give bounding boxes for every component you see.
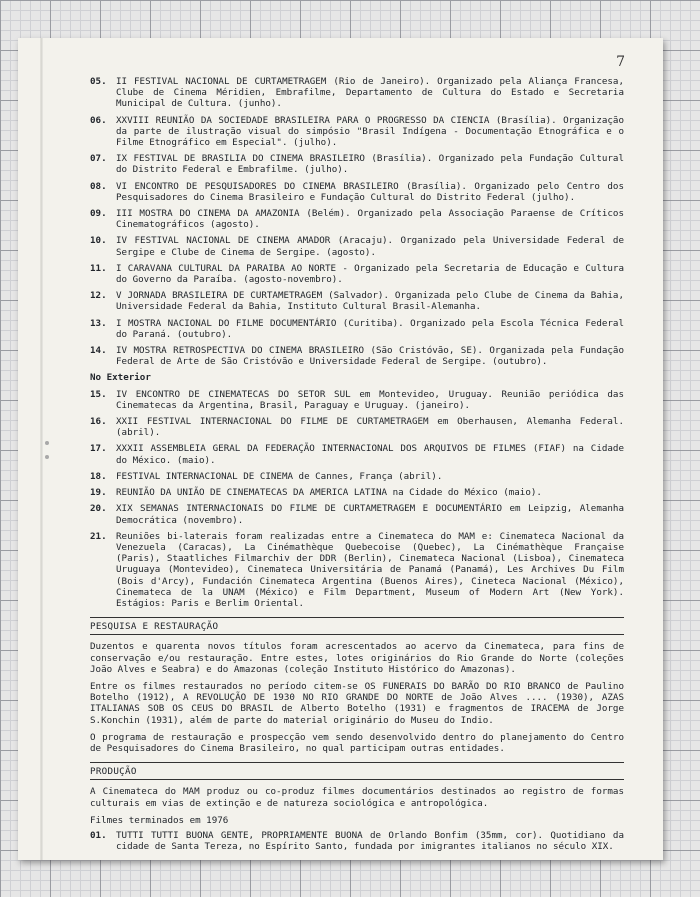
item-text: FESTIVAL INTERNACIONAL DE CINEMA de Cannes, França (abril). [116, 470, 443, 482]
page-content [90, 76, 624, 857]
event-item [90, 345, 624, 367]
page-fold [40, 38, 43, 860]
events-list-international [90, 389, 624, 609]
item-text: XXXII ASSEMBLEIA GERAL DA FEDERAÇÃO INTERNACIONAL DOS ARQUIVOS DE FILMES (FIAF) na Cidade do México. (maio). [116, 443, 624, 466]
event-item [90, 181, 624, 203]
event-item [90, 503, 624, 525]
event-item [90, 290, 624, 312]
event-item [90, 76, 624, 110]
event-item [90, 443, 624, 465]
item-text: V JORNADA BRASILEIRA DE CURTAMETRAGEM (Salvador). Organizada pelo Clube de Cinema da Bahia, Universidade Federal da Bahia, Instituto Cultural Brasil-Alemanha. [116, 290, 624, 313]
event-item [90, 263, 624, 285]
item-text: XXVIII REUNIÃO DA SOCIEDADE BRASILEIRA PARA O PROGRESSO DA CIENCIA (Brasília). Organização da parte de ilustração visual do simpósio "Brasil Indígena - Documentação Etnográfica e o Filme Etnográfico em Especial". (julho). [116, 114, 624, 149]
event-item [90, 487, 624, 498]
subheading-no-exterior: No Exterior [90, 372, 151, 384]
item-text: XXII FESTIVAL INTERNACIONAL DO FILME DE CURTAMETRAGEM em Oberhausen, Alemanha Federal. (abril). [116, 416, 624, 439]
films-list [90, 830, 624, 852]
item-number: 01. [90, 829, 107, 841]
item-text: Reuniões bi-laterais foram realizadas entre a Cinemateca do MAM e: Cinemateca Nacional da Venezuela (Caracas), La Cinémathèque Quebecoise (Quebec), La Cinémathèque Française (Paris), Staatliches Filmarchiv der DDR (Berlin), Cinemateca Nacional (Lisboa), Cinemateca Uruguaya (Montevideo), Cinemateca Universitária de Panamá (Panamá), Les Archives Du Film (Bois d'Arcy), Fundación Cinemateca Argentina (Buenos Aires), Cineteca Nacional (México), Cinemateca de la UNAM (México) e Film Department, Museum of Modern Art (New York). Estágios: Paris e Berlim Oriental. [116, 530, 624, 609]
event-item [90, 389, 624, 411]
section-title-pesquisa: PESQUISA E RESTAURAÇÃO [90, 617, 624, 635]
item-text: REUNIÃO DA UNIÃO DE CINEMATECAS DA AMERICA LATINA na Cidade do México (maio). [116, 487, 542, 499]
item-number: 11. [90, 262, 107, 274]
item-number: 10. [90, 235, 107, 247]
item-number: 15. [90, 388, 107, 400]
item-number: 21. [90, 530, 107, 542]
pesquisa-paragraph: O programa de restauração e prospecção vem sendo desenvolvido dentro do planejamento do Centro de Pesquisadores do Cinema Brasileiro, no qual participam outras entidades. [90, 731, 624, 754]
item-text: TUTTI TUTTI BUONA GENTE, PROPRIAMENTE BUONA de Orlando Bonfim (35mm, cor). Quotidiano da cidade de Santa Tereza, no Espírito Santo, fundada por imigrantes italianos no século XIX. [116, 829, 624, 853]
item-number: 18. [90, 470, 107, 482]
item-number: 17. [90, 443, 107, 455]
item-number: 20. [90, 503, 107, 515]
event-item [90, 115, 624, 149]
film-item [90, 830, 624, 852]
item-number: 09. [90, 208, 107, 220]
event-item [90, 471, 624, 482]
section-title-producao: PRODUÇÃO [90, 762, 624, 780]
item-text: III MOSTRA DO CINEMA DA AMAZONIA (Belém). Organizado pela Associação Paraense de Críticos Cinematográficos (agosto). [116, 208, 624, 231]
item-number: 16. [90, 416, 107, 428]
item-number: 12. [90, 290, 107, 302]
producao-paragraph: A Cinemateca do MAM produz ou co-produz filmes documentários destinados ao registro de formas culturais em vias de extinção e de natureza sociológica e antropológica. [90, 786, 624, 809]
item-number: 06. [90, 114, 107, 126]
films-heading: Filmes terminados em 1976 [90, 814, 229, 826]
item-text: XIX SEMANAS INTERNACIONAIS DO FILME DE CURTAMETRAGEM E DOCUMENTÁRIO em Leipzig, Alemanha Democrática (novembro). [116, 503, 624, 526]
item-text: IV ENCONTRO DE CINEMATECAS DO SETOR SUL em Montevideo, Uruguay. Reunião periódica das Cinematecas da Argentina, Brasil, Paraguay e Uruguay. (janeiro). [116, 388, 624, 411]
item-number: 08. [90, 180, 107, 192]
event-item [90, 208, 624, 230]
event-item [90, 318, 624, 340]
item-number: 07. [90, 153, 107, 165]
document-page [18, 38, 663, 860]
punch-hole [45, 441, 49, 445]
page-number: 7 [616, 54, 625, 70]
item-text: I MOSTRA NACIONAL DO FILME DOCUMENTÁRIO (Curitiba). Organizado pela Escola Técnica Federal do Paraná. (outubro). [116, 317, 624, 340]
punch-hole [45, 455, 49, 459]
events-list-national [90, 76, 624, 367]
item-text: IX FESTIVAL DE BRASILIA DO CINEMA BRASILEIRO (Brasília). Organizado pela Fundação Cultural do Distrito Federal e Embrafilme. (julho). [116, 153, 624, 176]
item-number: 19. [90, 487, 107, 499]
event-item [90, 153, 624, 175]
item-text: I CARAVANA CULTURAL DA PARAIBA AO NORTE - Organizado pela Secretaria de Educação e Cultura do Governo da Paraíba. (agosto-novembro). [116, 262, 624, 286]
event-item [90, 235, 624, 257]
item-number: 14. [90, 345, 107, 357]
item-text: VI ENCONTRO DE PESQUISADORES DO CINEMA BRASILEIRO (Brasília). Organizado pelo Centro dos Pesquisadores do Cinema Brasileiro e Fundação Cultural do Distrito Federal (julho). [116, 180, 624, 203]
item-number: 13. [90, 317, 107, 329]
item-text: IV MOSTRA RETROSPECTIVA DO CINEMA BRASILEIRO (São Cristóvão, SE). Organizada pela Fundação Federal de Arte de São Cristóvão e Universidade Federal de Sergipe. (outubro). [116, 345, 624, 368]
event-item [90, 531, 624, 609]
pesquisa-paragraph: Duzentos e quarenta novos títulos foram acrescentados ao acervo da Cinemateca, para fins de conservação e/ou restauração. Entre estes, lotes originários do Rio Grande do Norte (coleções João Alves e Seabra) e do Amazonas (coleção Instituto Histórico do Amazonas). [90, 641, 624, 675]
event-item [90, 416, 624, 438]
pesquisa-paragraph: Entre os filmes restaurados no período citem-se OS FUNERAIS DO BARÃO DO RIO BRANCO de Paulino Botelho (1912), A REVOLUÇÃO DE 1930 NO RIO GRANDE DO NORTE de João Alves .... (1930), AZAS ITALIANAS SOB OS CEUS DO BRASIL de Alberto Botelho (1931) e fragmentos de IRACEMA de Jorge S.Konchin (1931), além de parte do material originário do Museu do Indio. [90, 680, 624, 726]
item-text: IV FESTIVAL NACIONAL DE CINEMA AMADOR (Aracaju). Organizado pela Universidade Federal de Sergipe e Clube de Cinema de Sergipe. (agosto). [116, 235, 624, 258]
item-text: II FESTIVAL NACIONAL DE CURTAMETRAGEM (Rio de Janeiro). Organizado pela Aliança Francesa, Clube de Cinema Méridien, Embrafilme, Departamento de Cultura do Estado e Secretaria Municipal de Cultura. (junho). [116, 76, 624, 110]
item-number: 05. [90, 76, 107, 87]
